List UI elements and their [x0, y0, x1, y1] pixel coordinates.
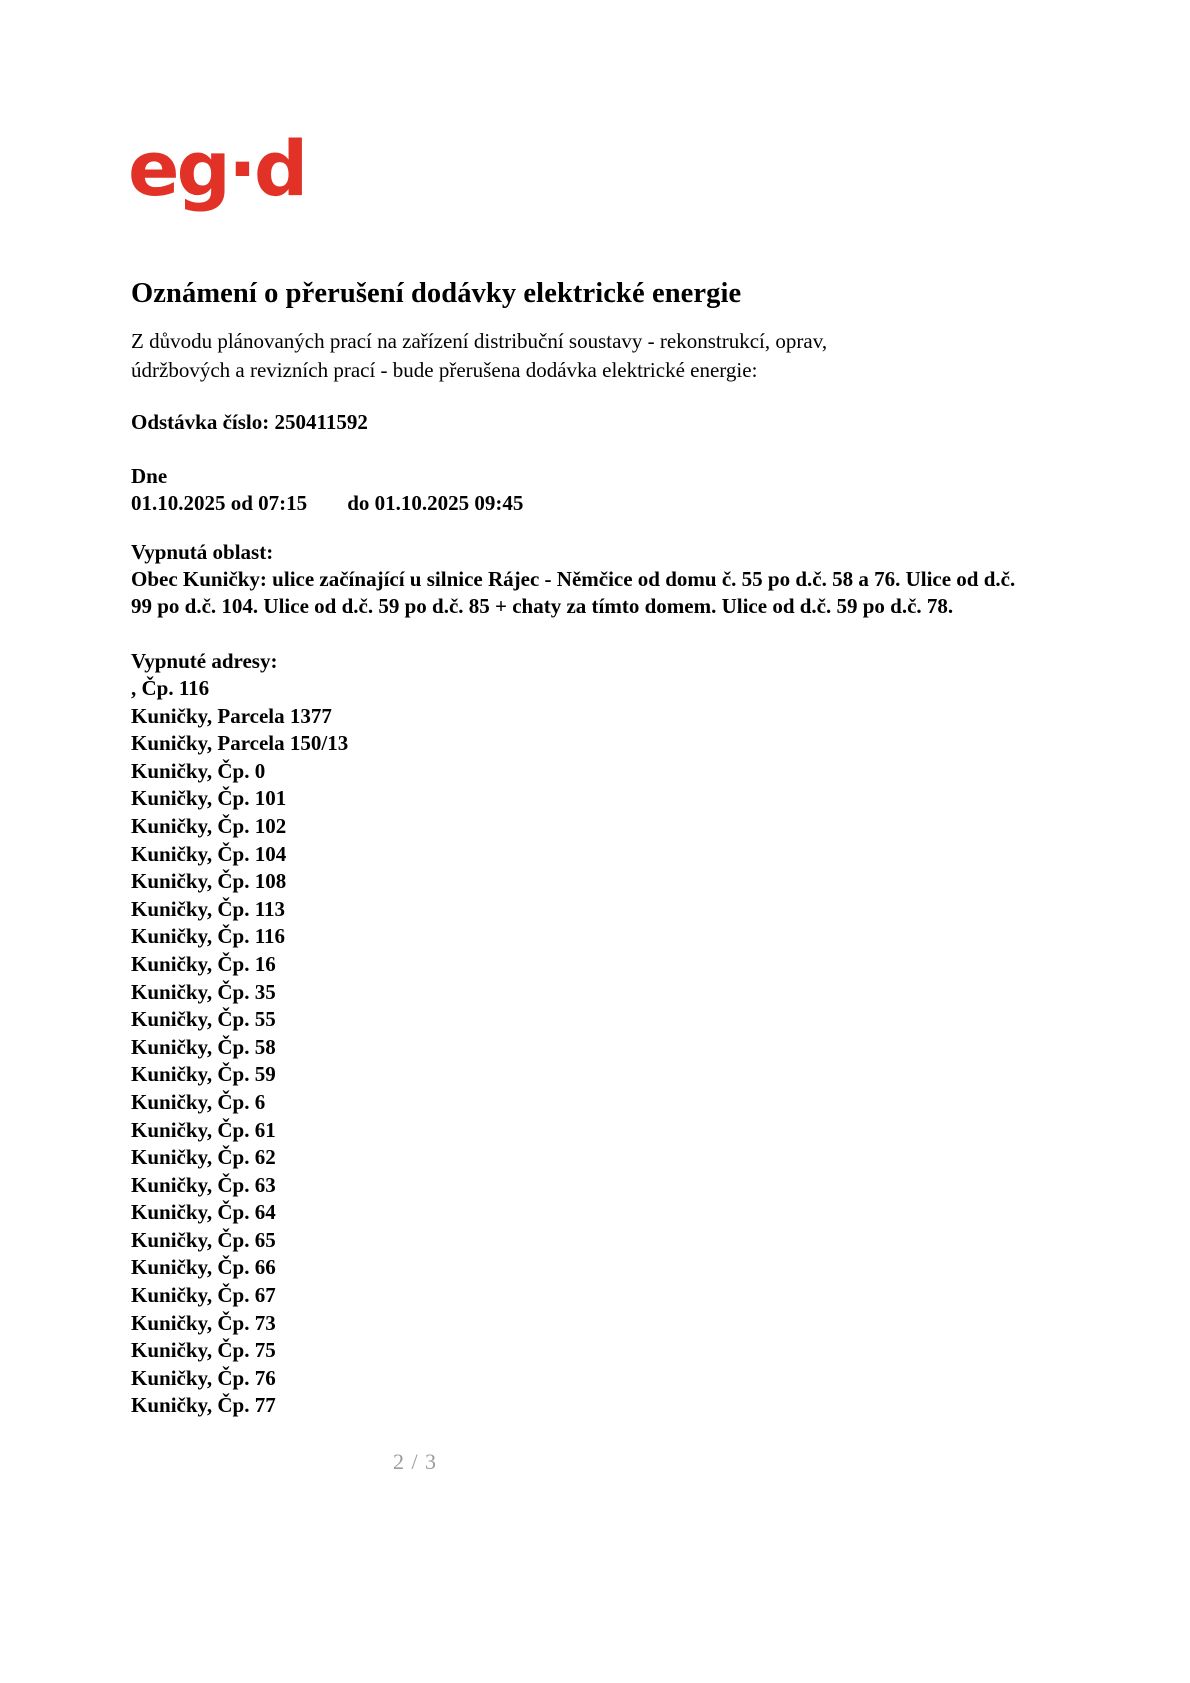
date-from: 01.10.2025 od 07:15 — [131, 491, 308, 515]
list-item: Kuničky, Čp. 75 — [131, 1338, 276, 1363]
date-range — [131, 490, 523, 517]
list-item: Kuničky, Čp. 0 — [131, 758, 266, 783]
page-title: Oznámení o přerušení dodávky elektrické energie — [131, 278, 742, 310]
affected-area-line-1: Obec Kuničky: ulice začínající u silnice Rájec - Němčice od domu č. 55 po d.č. 58 a 76. Ulice od d.č. — [131, 567, 1016, 591]
list-item: Kuničky, Čp. 63 — [131, 1172, 276, 1197]
date-to: do 01.10.2025 09:45 — [347, 491, 524, 515]
list-item: Kuničky, Čp. 76 — [131, 1365, 276, 1390]
list-item: Kuničky, Čp. 67 — [131, 1283, 276, 1308]
list-item: , Čp. 116 — [131, 676, 210, 700]
list-item: Kuničky, Čp. 64 — [131, 1200, 276, 1225]
list-item: Kuničky, Čp. 116 — [131, 924, 286, 949]
affected-addresses-list — [131, 675, 631, 1420]
affected-area-line-2: 99 po d.č. 104. Ulice od d.č. 59 po d.č. 85 + chaty za tímto domem. Ulice od d.č. 59 po d.č. 78. — [131, 594, 954, 618]
intro-line-1: Z důvodu plánovaných prací na zařízení distribuční soustavy - rekonstrukcí, oprav, — [131, 329, 828, 353]
intro-line-2: údržbových a revizních prací - bude přerušena dodávka elektrické energie: — [131, 357, 758, 382]
intro-paragraph — [131, 327, 921, 384]
list-item: Kuničky, Čp. 62 — [131, 1145, 276, 1170]
affected-addresses-label: Vypnuté adresy: — [131, 649, 278, 673]
list-item: Kuničky, Čp. 16 — [131, 951, 276, 976]
list-item: Kuničky, Čp. 59 — [131, 1062, 276, 1087]
list-item: Kuničky, Čp. 73 — [131, 1310, 276, 1335]
list-item: Kuničky, Čp. 108 — [131, 869, 287, 894]
list-item: Kuničky, Čp. 113 — [131, 896, 286, 921]
egd-logo-text: eg·d — [128, 124, 306, 213]
list-item: Kuničky, Čp. 66 — [131, 1255, 276, 1280]
list-item: Kuničky, Čp. 77 — [131, 1393, 276, 1418]
list-item: Kuničky, Čp. 61 — [131, 1117, 276, 1142]
affected-area-block — [131, 539, 1031, 620]
page-number: 2 / 3 — [392, 1449, 438, 1474]
list-item: Kuničky, Čp. 101 — [131, 786, 287, 811]
page-footer — [0, 1449, 1190, 1475]
list-item: Kuničky, Čp. 35 — [131, 979, 276, 1004]
list-item: Kuničky, Čp. 65 — [131, 1227, 276, 1252]
list-item: Kuničky, Parcela 1377 — [131, 703, 332, 728]
list-item: Kuničky, Čp. 104 — [131, 841, 287, 866]
list-item: Kuničky, Čp. 6 — [131, 1089, 266, 1114]
affected-addresses-block — [131, 648, 631, 1420]
list-item: Kuničky, Čp. 58 — [131, 1034, 276, 1059]
egd-logo — [128, 124, 306, 213]
outage-date-block — [131, 463, 523, 517]
list-item: Kuničky, Čp. 55 — [131, 1007, 276, 1032]
list-item: Kuničky, Čp. 102 — [131, 813, 287, 838]
affected-area-label: Vypnutá oblast: — [131, 540, 274, 564]
date-label: Dne — [131, 464, 168, 488]
outage-number: Odstávka číslo: 250411592 — [131, 410, 368, 434]
list-item: Kuničky, Parcela 150/13 — [131, 731, 349, 756]
